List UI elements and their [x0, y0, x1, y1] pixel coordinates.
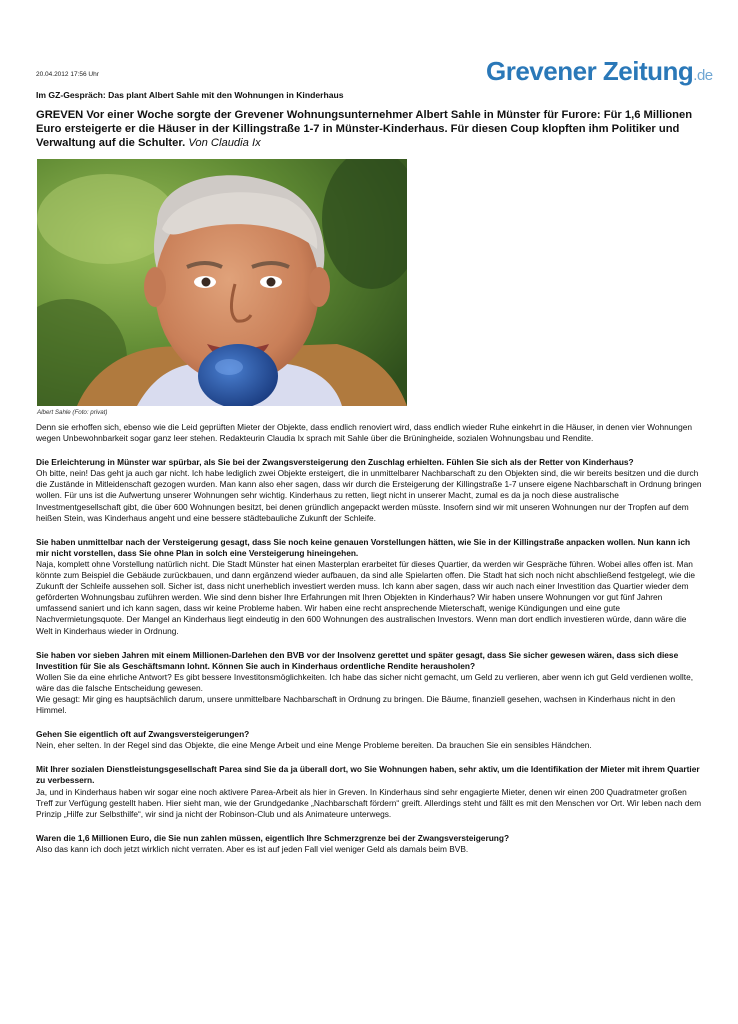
- answer-text: Oh bitte, nein! Das geht ja auch gar nicht. Ich habe lediglich zwei Objekte ersteigert, die in unmittelbarer Nachbarschaft zu den Objekten sind, die wir bereits besitzen und die durch die Zustände in Mitleidenschaft gezogen wurden. Man kann also eher sagen, dass wir durch die Ersteigerung der Killingstraße 1-7 unsere eigene Nachbarschaft in Ordnung bringen wollen. Für uns ist die Aufwertung unserer Wohnungen sehr wichtig. Kinderhaus zu retten, liegt nicht in unserer Macht, zumal es da ja noch diese australische Investmentgesellschaft gibt, die über 600 Wohnungen besitzt, bei denen gründlich angepackt werden müsste. Insofern sind wir mit unseren Wohnungen nur der Tropfen auf dem heißen Stein, was Kinderhaus angeht und eine bessere städtebauliche Zukunft der Schleife.: [36, 468, 702, 523]
- article-kicker: Im GZ-Gespräch: Das plant Albert Sahle mit den Wohnungen in Kinderhaus: [36, 90, 344, 100]
- article-lead: [36, 108, 704, 150]
- logo-tld: .de: [693, 67, 713, 84]
- answer-text: Nein, eher selten. In der Regel sind das Objekte, die eine Menge Arbeit und eine Menge Probleme bereiten. Da brauchen Sie ein sensibles Händchen.: [36, 740, 592, 751]
- answer-text: Wollen Sie da eine ehrliche Antwort? Es gibt bessere Investitonsmöglichkeiten. Ich habe das sicher nicht gemacht, um Geld zu verlieren, aber wenn ich gut Geld verdienen wollte, wäre das die falsche Entscheidung gewesen.: [36, 671, 694, 693]
- article-photo: [37, 159, 407, 406]
- question-text: Die Erleichterung in Münster war spürbar, als Sie bei der Zwangsversteigerung den Zuschlag erhielten. Fühlen Sie sich als der Retter von Kinderhaus?: [36, 457, 634, 468]
- answer-text: Naja, komplett ohne Vorstellung natürlich nicht. Die Stadt Münster hat einen Masterplan erarbeitet für dieses Quartier, da werden wir Gespräche führen. Wobei alles offen ist. Man könnte zum Beispiel die Gebäude zurückbauen, und dann ergänzend wieder aufbauen, da sind alle Spielarten offen. Die Stadt hat sich noch nicht abschließend festgelegt, wie die Zukunft der Schleife aussehen soll. Sicher ist, dass nicht unerheblich investiert werden muss. Ich kann aber sagen, dass wir auch nach einer Investition das Quartier wieder dem geförderten Wohnungsbau zuführen werden. Wie sind denn bisher Ihre Erfahrungen mit Ihren Objekten in Kinderhaus? Wir haben unsere Wohnungen vor gut fünf Jahren umfassend saniert und ich kann sagen, dass wir keine Probleme haben. Wir haben eine recht ansprechende Mieterschaft, wenige Kündigungen und eine gute Nachvermietungsquote. Der Mangel an Kinderhaus liegt eindeutig in den 600 Wohnungen des australischen Investors. Wenn man dort endlich investieren würde, dann wäre die Welt in Kinderhaus wieder in Ordnung.: [36, 558, 695, 636]
- answer-text: Also das kann ich doch jetzt wirklich nicht verraten. Aber es ist auf jeden Fall viel weniger Geld als damals beim BVB.: [36, 843, 469, 854]
- qa-block: [36, 833, 704, 855]
- question-text: Sie haben vor sieben Jahren mit einem Millionen-Darlehen den BVB vor der Insolvenz gerettet und später gesagt, dass Sie sicher gewesen wären, dass sich diese Investition für Sie als Geschäftsmann lohnt. Können Sie auch in Kinderhaus ordentliche Rendite herausholen?: [36, 649, 679, 671]
- question-text: Sie haben unmittelbar nach der Versteigerung gesagt, dass Sie noch keine genauen Vorstellungen hätten, wie Sie in der Killingstraße anpacken wollen. Nun kann ich mir nicht vorstellen, dass Sie ohne Plan in solch eine Versteigerung hineingehen.: [36, 536, 691, 558]
- question-text: Mit Ihrer sozialen Dienstleistungsgesellschaft Parea sind Sie da ja überall dort, wo Sie Wohnungen haben, sehr aktiv, um die Identifikation der Mieter mit ihrem Quartier zu verbessern.: [36, 764, 700, 786]
- logo-main: Grevener Zeitung: [486, 56, 694, 86]
- article-body: [36, 422, 704, 868]
- photo-caption: Albert Sahle (Foto: privat): [37, 409, 108, 416]
- qa-block: [36, 729, 704, 751]
- answer-text: Ja, und in Kinderhaus haben wir sogar eine noch aktivere Parea-Arbeit als hier in Greven. In Kinderhaus sind sehr engagierte Mieter, denen wir einen 200 Quadratmeter großen Treff zur Verfügung gestellt haben. Hier sieht man, wie der Grundgedanke „Nachbarschaft fördern“ greift. Allerdings steht und fällt es mit den Menschen vor Ort. Wir leben nach dem Prinzip „Hilfe zur Selbsthilfe“, wir sind ja nicht der Robinson-Club und als Animateure unterwegs.: [36, 786, 702, 819]
- question-text: Waren die 1,6 Millionen Euro, die Sie nun zahlen müssen, eigentlich Ihre Schmerzgrenze bei der Zwangsversteigerung?: [36, 832, 510, 843]
- question-text: Gehen Sie eigentlich oft auf Zwangsversteigerungen?: [36, 729, 250, 740]
- qa-block: [36, 457, 704, 524]
- article-timestamp: 20.04.2012 17:56 Uhr: [36, 71, 99, 78]
- article-intro: Denn sie erhoffen sich, ebenso wie die Leid geprüften Mieter der Objekte, dass endlich renoviert wird, dass endlich wieder Ruhe einkehrt in die Häuser, in denen vier Wohnungen wegen Unbewohnbarkeit sogar ganz leer stehen. Redakteurin Claudia Ix sprach mit Sahle über die Brüningheide, sozialen Wohnungsbau und Rendite.: [36, 422, 692, 444]
- author-byline: Von Claudia Ix: [188, 137, 261, 149]
- answer-text: Wie gesagt: Mir ging es hauptsächlich darum, unsere unmittelbare Nachbarschaft in Ordnung zu bringen. Die Bäume, finanziell gesehen, wachsen in Kinderhaus nicht in den Himmel.: [36, 693, 676, 716]
- qa-block: [36, 537, 704, 637]
- lead-text: GREVEN Vor einer Woche sorgte der Grevener Wohnungsunternehmer Albert Sahle in Münster für Furore: Für 1,6 Millionen Euro ersteigerte er die Häuser in der Killingstraße 1-7 in Münster-Kinderhaus. Für diesen Coup klopften ihm Politiker und Verwaltung auf die Schulter.: [36, 109, 693, 149]
- qa-block: [36, 650, 704, 717]
- newspaper-logo: [486, 56, 713, 87]
- qa-block: [36, 764, 704, 819]
